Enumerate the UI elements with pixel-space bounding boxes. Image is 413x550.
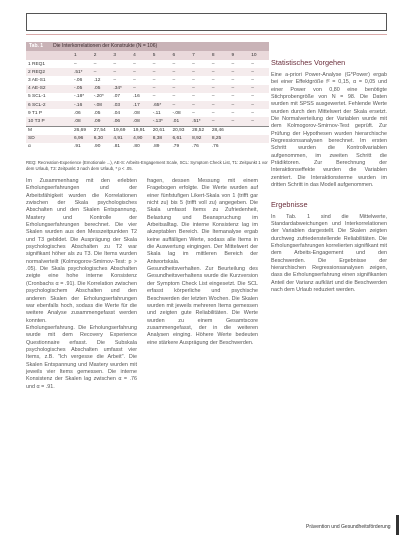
table-cell: – <box>190 68 210 76</box>
table-header-cell: 6 <box>170 51 190 60</box>
table-row <box>26 60 269 68</box>
table-cell <box>230 143 250 151</box>
table-cell: .91 <box>74 144 81 150</box>
table-cell: -.18* <box>74 94 85 100</box>
table-cell: -.08 <box>92 101 112 109</box>
table-cell: – <box>249 68 269 76</box>
table-cell: .80 <box>133 144 140 150</box>
table-header-cell: 7 <box>190 51 210 60</box>
row-label-cell: 4 AE-S2 <box>26 85 72 93</box>
table-cell: – <box>211 77 215 83</box>
table-header-row <box>26 51 269 60</box>
table-cell: – <box>231 61 235 67</box>
table-cell: – <box>251 94 254 100</box>
table-cell: – <box>133 61 136 67</box>
table-row <box>26 109 269 117</box>
table-cell: 20,93 <box>170 126 190 135</box>
table-cell: -.13* <box>151 117 171 126</box>
table-cell: -.06 <box>74 77 83 83</box>
table-number: Tab. 1 <box>29 43 44 49</box>
table-cell: -.20* <box>93 94 104 100</box>
table-cell: – <box>210 117 230 126</box>
table-cell: – <box>192 94 195 100</box>
paragraph: Gesundheitsverhalten. Zur Beurteilung des Gesundheitsverhaltens wurde die Kurzversion der Symptom Check List eingesetzt. Die SCL erfasst körperliche und psychische Beschwerden der letzten Wochen. Die Skalen wurden mit jeweils mehreren Items gemessen und zeigten gute Reliabilitäten. Die Werte wurden zu einem Gesamtscore zusammengefasst, der in die weiteren Analysen einging. Höhere Werte bedeuten eine stärkere Ausprägung der Beschwerden. <box>147 266 258 346</box>
table-cell: – <box>251 110 254 116</box>
table-row <box>26 126 269 135</box>
table-header-cell: 9 <box>230 51 250 60</box>
table-cell: .05 <box>92 85 112 93</box>
table-cell: .06 <box>74 110 81 116</box>
row-label-cell: 3 AE-S1 <box>28 77 46 83</box>
table-cell <box>230 135 250 143</box>
table-cell: – <box>170 101 190 109</box>
section-heading: Statistisches Vorgehen <box>271 58 346 67</box>
table-row <box>26 101 269 109</box>
table-cell: -.05 <box>72 85 92 93</box>
section-heading: Ergebnisse <box>271 199 308 209</box>
table-row <box>26 85 269 93</box>
table-cell: – <box>172 61 176 67</box>
table-title: Die Interkorrelationen der Konstrukte (N = 106) <box>53 43 158 49</box>
text-column-left <box>26 178 137 391</box>
table-cell: – <box>230 117 250 126</box>
table-cell: – <box>192 77 195 83</box>
table-header-cell: 8 <box>210 51 230 60</box>
paragraph: Erholungserfahrung. Die Erholungserfahrung wurde mit dem Recovery Experience Questionnaire erfasst. Die Subskala psychologisches Abschalten umfasst vier Items, z.B. "Ich vergesse die Arbeit". Die Skalen Entspannung und Mastery wurden mit jeweils vier Items gemessen. Die interne Konsistenz der Skalen lag zwischen α = .76 und α = .91. <box>26 324 137 390</box>
table-cell: .08 <box>131 117 151 126</box>
table-cell: – <box>93 61 97 67</box>
table-cell: -.16 <box>72 101 92 109</box>
table-cell: -.08 <box>172 110 181 116</box>
table-cell: .03 <box>111 101 131 109</box>
paragraph: Im Zusammenhang mit den erlebten Erholungserfahrungen und der Arbeitsfähigkeit wurden die Korrelationen zwischen der Skala psychologisches Abschalten und den Skalen Entspannung, Mastery und Kontrolle der Erholungserfahrungen berechnet. Die vier Skalen wurden aus den Messzeitpunkten T2 und T3 gebildet. Die Ausprägung der Skala psychologisches Abschalten zu T2 war signifikant höher als zu T3. Die Items wurden normalverteilt (Kolmogorov-Smirnov-Test: p > .05). Die Skala psychologisches Abschalten zeigte eine hohe interne Konsistenz (Cronbachs α = .91). Die Korrelation zwischen psychologischem Abschalten und den anderen Skalen der Erholungserfahrungen war ebenfalls hoch, sodass die Werte für die weitere Analyse zusammengefasst werden konnten. <box>26 178 137 324</box>
table-cell: – <box>230 101 250 109</box>
table-cell: 27,54 <box>92 126 112 135</box>
table-cell: – <box>210 85 230 93</box>
table-cell: .51* <box>190 117 210 126</box>
table-header-cell: 10 <box>249 51 269 60</box>
table-cell: .05 <box>93 110 101 116</box>
table-cell: 20,61 <box>151 126 171 135</box>
table-cell <box>230 126 250 135</box>
table-header-cell: 3 <box>111 51 131 60</box>
table-cell: .07 <box>113 94 121 100</box>
table-cell: .89 <box>152 144 160 150</box>
table-cell: – <box>251 61 254 67</box>
table-cell: – <box>151 85 171 93</box>
footer-bar <box>396 515 399 535</box>
table-cell: – <box>231 77 235 83</box>
text-column-middle <box>147 178 258 347</box>
paragraph: Eine a-priori Power-Analyse (G*Power) ergab bei einer Effektgröße f² = 0,15, α = 0,05 und einer Power von 0,80 eine benötigte Stichprobengröße von N = 98. Die Daten wurden mit SPSS ausgewertet. Fehlende Werte wurden durch den Mittelwert der Skala ersetzt. Die Normalverteilung der Variablen wurde mit dem Kolmogorov-Smirnov-Test geprüft. Zur Prüfung der Hypothesen wurden hierarchische Regressionsanalysen berechnet. Im ersten Schritt wurden die Kontrollvariablen aufgenommen, im zweiten Schritt die Prädiktoren. Zur Berechnung der Interaktionseffekte wurden die Variablen zentriert. Die Interaktionsterme wurden im dritten Schritt in das Modell aufgenommen. <box>271 72 387 189</box>
table-cell: – <box>131 68 151 76</box>
table-cell: 28,52 <box>190 126 210 135</box>
table-cell: – <box>190 101 210 109</box>
table-cell: – <box>211 94 215 100</box>
table-cell <box>249 143 269 151</box>
table-row <box>26 143 269 151</box>
table-cell: 6,61 <box>170 135 190 143</box>
table-cell: 4,91 <box>111 135 131 143</box>
table-cell: 8,38 <box>151 135 171 143</box>
table-cell: 6,30 <box>92 135 112 143</box>
table-cell: – <box>192 110 195 116</box>
table-header-cell: 1 <box>72 51 92 60</box>
table-cell: .51* <box>72 68 92 76</box>
table-row <box>26 76 269 84</box>
table-cell: – <box>249 101 269 109</box>
table-cell: – <box>172 94 176 100</box>
table-cell: 19,91 <box>131 126 151 135</box>
table-cell: 8,92 <box>190 135 210 143</box>
table-cell <box>249 126 269 135</box>
row-label-cell: 1 REQ1 <box>28 61 46 67</box>
table-cell: .06 <box>111 117 131 126</box>
table-row <box>26 93 269 101</box>
text-column-right <box>271 58 387 294</box>
table-cell: – <box>190 85 210 93</box>
table-cell: .76 <box>192 144 199 150</box>
table-cell: – <box>113 61 117 67</box>
table-cell: – <box>152 61 156 67</box>
row-label-cell: 6 SCL-2 <box>26 101 72 109</box>
table-cell: – <box>170 68 190 76</box>
row-label-cell: 5 SCL-1 <box>28 94 46 100</box>
table-cell: – <box>211 110 215 116</box>
table-cell: – <box>251 77 254 83</box>
table-cell: 26,69 <box>72 126 92 135</box>
row-label-cell: α <box>28 144 31 150</box>
table-cell: .81 <box>113 144 121 150</box>
table-cell: .04 <box>113 110 121 116</box>
table-cell: – <box>74 61 77 67</box>
table-cell: 8,25 <box>210 135 230 143</box>
table-cell: .90 <box>93 144 101 150</box>
row-label-cell: 9 T1 P <box>28 110 43 116</box>
table-row <box>26 68 269 76</box>
table-cell: – <box>211 61 215 67</box>
row-label-cell: SD <box>26 135 72 143</box>
table-cell: – <box>192 61 195 67</box>
table-cell: .12 <box>93 77 101 83</box>
table-cell: – <box>133 77 136 83</box>
row-label-cell: 10 T3 P <box>26 117 72 126</box>
table-caption <box>26 42 269 51</box>
table-cell: – <box>92 68 112 76</box>
table-cell: 6,96 <box>72 135 92 143</box>
correlation-table <box>26 51 269 151</box>
table-cell: .76 <box>211 144 219 150</box>
table-cell: – <box>113 77 117 83</box>
table-cell: – <box>131 85 151 93</box>
table-cell: – <box>231 110 235 116</box>
table-cell: – <box>152 94 156 100</box>
table-cell: – <box>210 68 230 76</box>
table-header-cell: 4 <box>131 51 151 60</box>
table-note: REQ: Recreation-Experience (Emotionale ...), AE-S: Arbeits-Engagement Scale, SCL: Symptom Check List, T1: Zeitpunkt 1 vor dem Urlaub, T3: Zeitpunkt 3 nach dem Urlaub, * p < .05. <box>26 160 268 171</box>
table-cell: .08 <box>133 110 140 116</box>
paragraph: In Tab. 1 sind die Mittelwerte, Standardabweichungen und Interkorrelationen der Variablen dargestellt. Die Skalen zeigten durchweg zufriedenstellende Reliabilitäten. Die Erholungserfahrungen korrelierten signifikant mit dem Arbeits-Engagement und den Beschwerden. Die Ergebnisse der hierarchischen Regressionsanalysen zeigen, dass die Erholungserfahrung einen signifikanten Anteil der Varianz aufklärt und die Beschwerden nach dem Urlaub reduziert werden. <box>271 213 387 293</box>
row-label-cell: M <box>26 126 72 135</box>
table-cell: .01 <box>170 117 190 126</box>
table-cell: – <box>111 68 131 76</box>
table-cell: – <box>152 77 156 83</box>
footer-journal-name: Prävention und Gesundheitsförderung <box>306 524 391 530</box>
table-cell: – <box>151 68 171 76</box>
table-cell: .09 <box>92 117 112 126</box>
table-cell: – <box>170 85 190 93</box>
table-cell: -.11 <box>152 110 161 116</box>
table-cell: .17 <box>131 101 151 109</box>
table-cell: 28,46 <box>210 126 230 135</box>
table-row <box>26 135 269 143</box>
table-cell: – <box>230 85 250 93</box>
table-cell: – <box>231 94 235 100</box>
table-cell: .79 <box>172 144 180 150</box>
table-cell: .34* <box>111 85 131 93</box>
table-cell: .08 <box>72 117 92 126</box>
table-cell: .16 <box>133 94 140 100</box>
table-cell: – <box>210 101 230 109</box>
page-header-frame <box>26 13 387 31</box>
table-cell: .65* <box>151 101 171 109</box>
table-header-cell <box>26 51 72 60</box>
table-header-cell: 5 <box>151 51 171 60</box>
header-divider <box>26 34 387 35</box>
table-row <box>26 117 269 126</box>
table-cell: – <box>249 85 269 93</box>
table-header-cell: 2 <box>92 51 112 60</box>
table-cell: – <box>230 68 250 76</box>
table-cell: – <box>172 77 176 83</box>
table-cell <box>249 135 269 143</box>
paragraph: fragen, dessen Messung mit einem Fragebogen erfolgte. Die Werte wurden auf einer fünfstufigen Likert-Skala von 1 (trifft gar nicht zu) bis 5 (trifft voll zu) angegeben. Die Skala umfasst Items zu Zufriedenheit, Belastung und Beanspruchung im Arbeitsalltag. Die interne Konsistenz lag im akzeptablen Bereich. Die Itemanalyse ergab keine auffälligen Werte, sodass alle Items in die Auswertung eingingen. Der Mittelwert der Skala lag im mittleren Bereich der Antwortskala. <box>147 178 258 265</box>
table-cell: 19,69 <box>111 126 131 135</box>
table-cell: 4,90 <box>131 135 151 143</box>
row-label-cell: 2 REQ2 <box>26 68 72 76</box>
table-cell: – <box>249 117 269 126</box>
